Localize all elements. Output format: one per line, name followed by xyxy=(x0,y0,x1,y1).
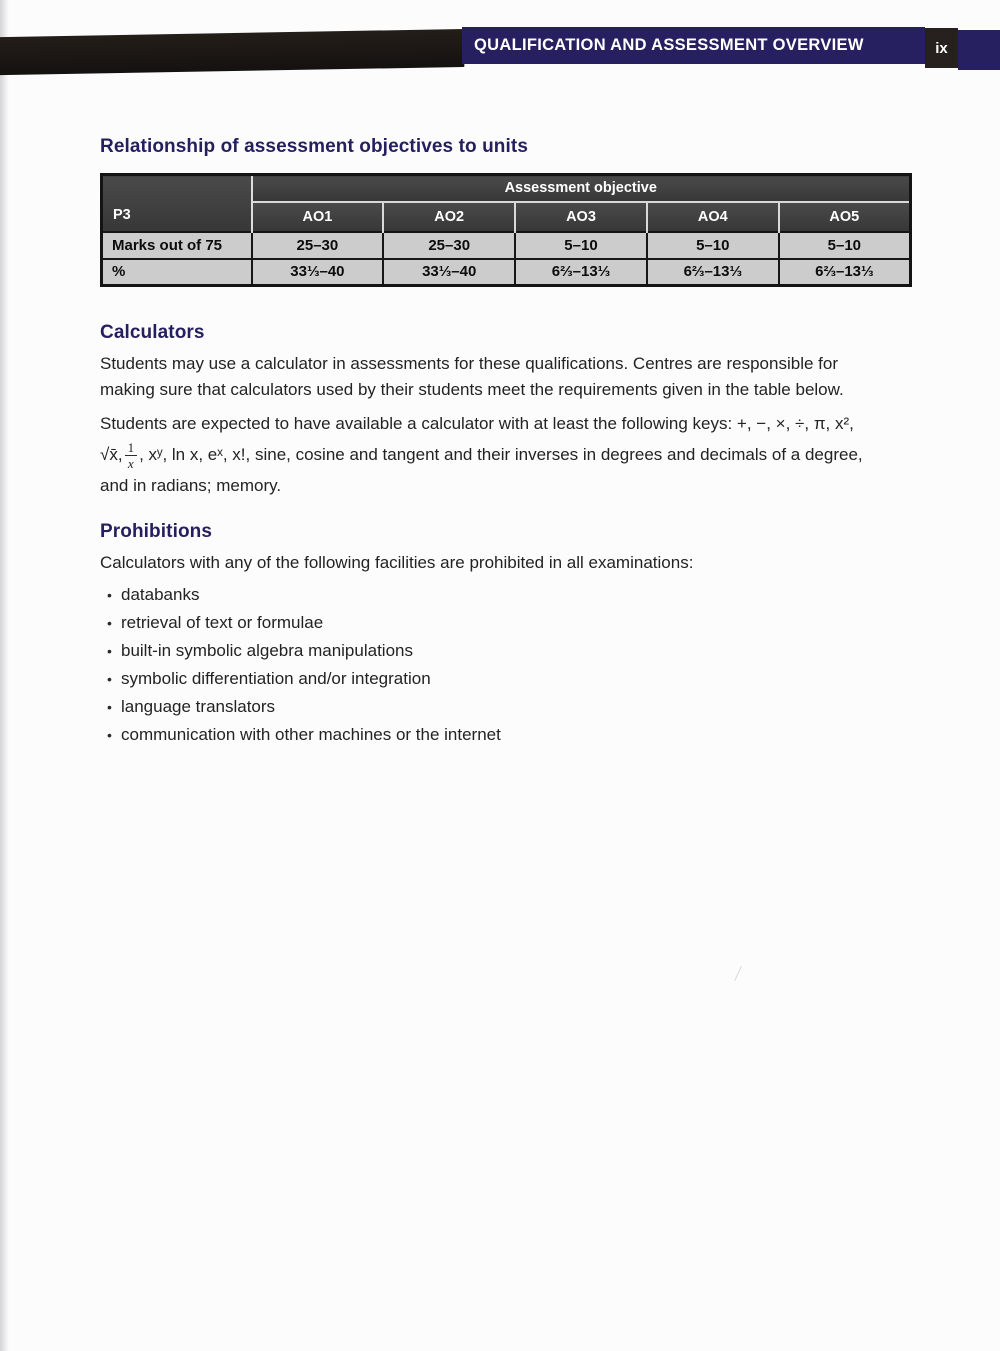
row-label-marks: Marks out of 75 xyxy=(102,232,252,259)
row-label-percent: % xyxy=(102,259,252,286)
table-row-marks xyxy=(102,232,911,259)
list-item xyxy=(100,641,912,669)
bullet-icon: • xyxy=(107,615,112,631)
bullet-icon: • xyxy=(107,727,112,743)
page-number-box xyxy=(925,28,958,68)
assessment-objectives-table xyxy=(100,173,912,287)
table-cell: 25–30 xyxy=(252,232,384,259)
list-item-text: retrieval of text or formulae xyxy=(121,613,324,632)
table-corner-cell-p3: P3 xyxy=(102,175,252,232)
paragraph-line-math xyxy=(100,437,912,473)
section-heading-prohibitions: Prohibitions xyxy=(100,521,213,542)
table-cell: 5–10 xyxy=(515,232,647,259)
section-heading-units: Relationship of assessment objectives to units xyxy=(100,136,528,157)
bullet-icon: • xyxy=(107,643,112,659)
bullet-icon: • xyxy=(107,671,112,687)
prohibitions-intro: Calculators with any of the following facilities are prohibited in all examinations: xyxy=(100,553,694,572)
paragraph-line: making sure that calculators used by their students meet the requirements given in the table below. xyxy=(100,380,844,399)
list-item xyxy=(100,585,912,613)
table-col-ao5: AO5 xyxy=(779,202,911,232)
fraction-numerator: 1 xyxy=(127,439,135,455)
table-cell: 33⅓–40 xyxy=(252,259,384,286)
prohibitions-list xyxy=(100,585,912,753)
paragraph-line: and in radians; memory. xyxy=(100,476,282,495)
table-cell: 6⅔–13⅓ xyxy=(647,259,779,286)
header-black-band xyxy=(0,29,464,75)
bullet-icon: • xyxy=(107,587,112,603)
paragraph-line: Students are expected to have available a calculator with at least the following keys: +, −, ×, ÷, π, x², xyxy=(100,414,854,433)
fraction-denominator: x xyxy=(125,455,137,470)
list-item-text: databanks xyxy=(121,585,200,604)
header-title: QUALIFICATION AND ASSESSMENT OVERVIEW xyxy=(474,36,864,54)
list-item xyxy=(100,669,912,697)
prohibitions-section xyxy=(100,521,912,753)
table-cell: 5–10 xyxy=(647,232,779,259)
list-item xyxy=(100,725,912,753)
header-bar-right-segment xyxy=(958,30,1000,70)
list-item-text: language translators xyxy=(121,697,276,716)
header-title-bar xyxy=(462,27,925,64)
scan-edge-shadow xyxy=(0,0,9,1351)
table-cell: 33⅓–40 xyxy=(383,259,515,286)
paragraph-line: Students may use a calculator in assessments for these qualifications. Centres are responsible for xyxy=(100,354,838,373)
table-col-ao1: AO1 xyxy=(252,202,384,232)
table-col-ao3: AO3 xyxy=(515,202,647,232)
table-group-header: Assessment objective xyxy=(252,175,911,202)
scan-artifact xyxy=(734,966,753,986)
list-item xyxy=(100,697,912,725)
math-prefix: √x̄, xyxy=(100,445,123,464)
page-content xyxy=(100,136,912,753)
calculators-section xyxy=(100,322,912,499)
fraction-one-over-x xyxy=(125,441,138,470)
math-suffix: , xʸ, ln x, eˣ, x!, sine, cosine and tangent and their inverses in degrees and decimals of a degree, xyxy=(139,445,863,464)
calculators-paragraph-2 xyxy=(100,411,912,499)
list-item-text: communication with other machines or the internet xyxy=(121,725,501,744)
page-number: ix xyxy=(935,39,948,57)
section-heading-calculators: Calculators xyxy=(100,322,205,343)
list-item-text: symbolic differentiation and/or integration xyxy=(121,669,431,688)
table-col-ao2: AO2 xyxy=(383,202,515,232)
table-cell: 25–30 xyxy=(383,232,515,259)
table-col-ao4: AO4 xyxy=(647,202,779,232)
table-cell: 6⅔–13⅓ xyxy=(515,259,647,286)
table-cell: 6⅔–13⅓ xyxy=(779,259,911,286)
bullet-icon: • xyxy=(107,699,112,715)
calculators-paragraph-1 xyxy=(100,351,912,403)
table-row-percent xyxy=(102,259,911,286)
list-item xyxy=(100,613,912,641)
table-cell: 5–10 xyxy=(779,232,911,259)
list-item-text: built-in symbolic algebra manipulations xyxy=(121,641,413,660)
